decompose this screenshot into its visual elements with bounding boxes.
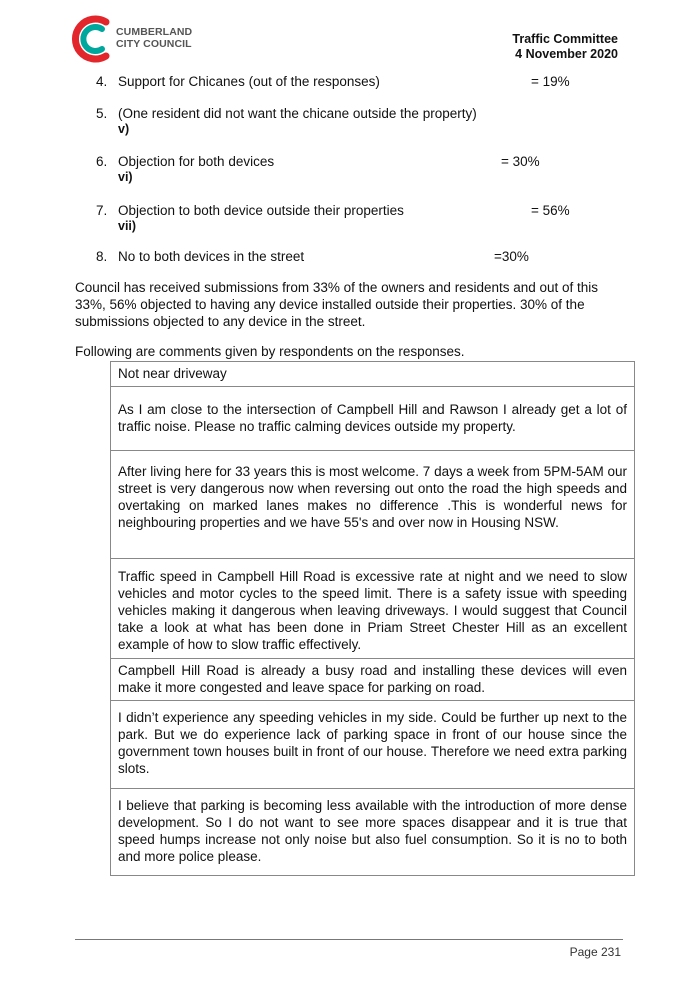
table-row: After living here for 33 years this is most welcome. 7 days a week from 5PM-5AM our street is very dangerous now when reversing out onto the road the high speeds and overtaking on marked lanes makes no difference .This is wonderful news for neighbouring properties and we have 55's and over now in Housing NSW. (110, 450, 635, 558)
table-row: Campbell Hill Road is already a busy road and installing these devices will even make it more congested and leave space for parking on road. (110, 658, 635, 700)
table-row: I didn’t experience any speeding vehicles in my side. Could be further up next to the park. But we do experience lack of parking space in front of our house since the government town houses built in front of our house. Therefore we need extra parking slots. (110, 700, 635, 788)
list-item-text: Objection to both device outside their properties (118, 203, 404, 218)
list-item-number: 5. (96, 106, 108, 121)
table-row: I believe that parking is becoming less available with the introduction of more dense development. So I do not want to see more spaces disappear and it is true that speed humps increase not only noise but also fuel consumption. So it is no to both and more police please. (110, 788, 635, 876)
comments-intro: Following are comments given by respondents on the responses. (75, 344, 465, 359)
list-item-roman: v) (118, 122, 130, 136)
comments-table (110, 361, 635, 876)
logo-text (116, 26, 192, 50)
list-item-text: No to both devices in the street (118, 249, 305, 264)
list-item-number: 7. (96, 203, 108, 218)
list-item-text: Support for Chicanes (out of the responses) (118, 74, 380, 89)
list-item (96, 154, 596, 194)
list-item-roman: vi) (118, 170, 133, 184)
table-row: Not near driveway (110, 361, 635, 386)
document-header (512, 32, 618, 62)
table-row: Traffic speed in Campbell Hill Road is excessive rate at night and we need to slow vehicles and motor cycles to the speed limit. There is a safety issue with speeding vehicles making it dangerous when leaving driveways. I would suggest that Council take a look at what has been done in Priam Street Chester Hill as an excellent example of how to slow traffic effectively. (110, 558, 635, 658)
council-logo (66, 12, 206, 66)
document-title: Traffic Committee (512, 32, 618, 46)
list-item-roman: vii) (118, 219, 137, 233)
footer-divider (75, 939, 623, 940)
list-item-value: = 19% (531, 74, 570, 89)
list-item-value: = 30% (501, 154, 540, 169)
table-row: As I am close to the intersection of Campbell Hill and Rawson I already get a lot of traffic noise. Please no traffic calming devices outside my property. (110, 386, 635, 450)
list-item-value: = 56% (531, 203, 570, 218)
list-item-number: 6. (96, 154, 108, 169)
list-item-text: (One resident did not want the chicane outside the property) (118, 106, 477, 121)
list-item (96, 106, 596, 146)
logo-mark-icon (66, 12, 114, 66)
logo-line-2: CITY COUNCIL (116, 38, 192, 50)
list-item (96, 203, 596, 243)
list-item-text: Objection for both devices (118, 154, 275, 169)
page-number: Page 231 (569, 945, 621, 959)
summary-paragraph: Council has received submissions from 33% of the owners and residents and out of this 33%, 56% objected to having any device installed outside their properties. 30% of the submissions objected to any device in the street. (75, 280, 599, 329)
logo-line-1: CUMBERLAND (116, 26, 193, 38)
list-item-number: 4. (96, 74, 108, 89)
document-date: 4 November 2020 (515, 47, 618, 61)
list-item-number: 8. (96, 249, 108, 264)
list-item-value: =30% (494, 249, 529, 264)
